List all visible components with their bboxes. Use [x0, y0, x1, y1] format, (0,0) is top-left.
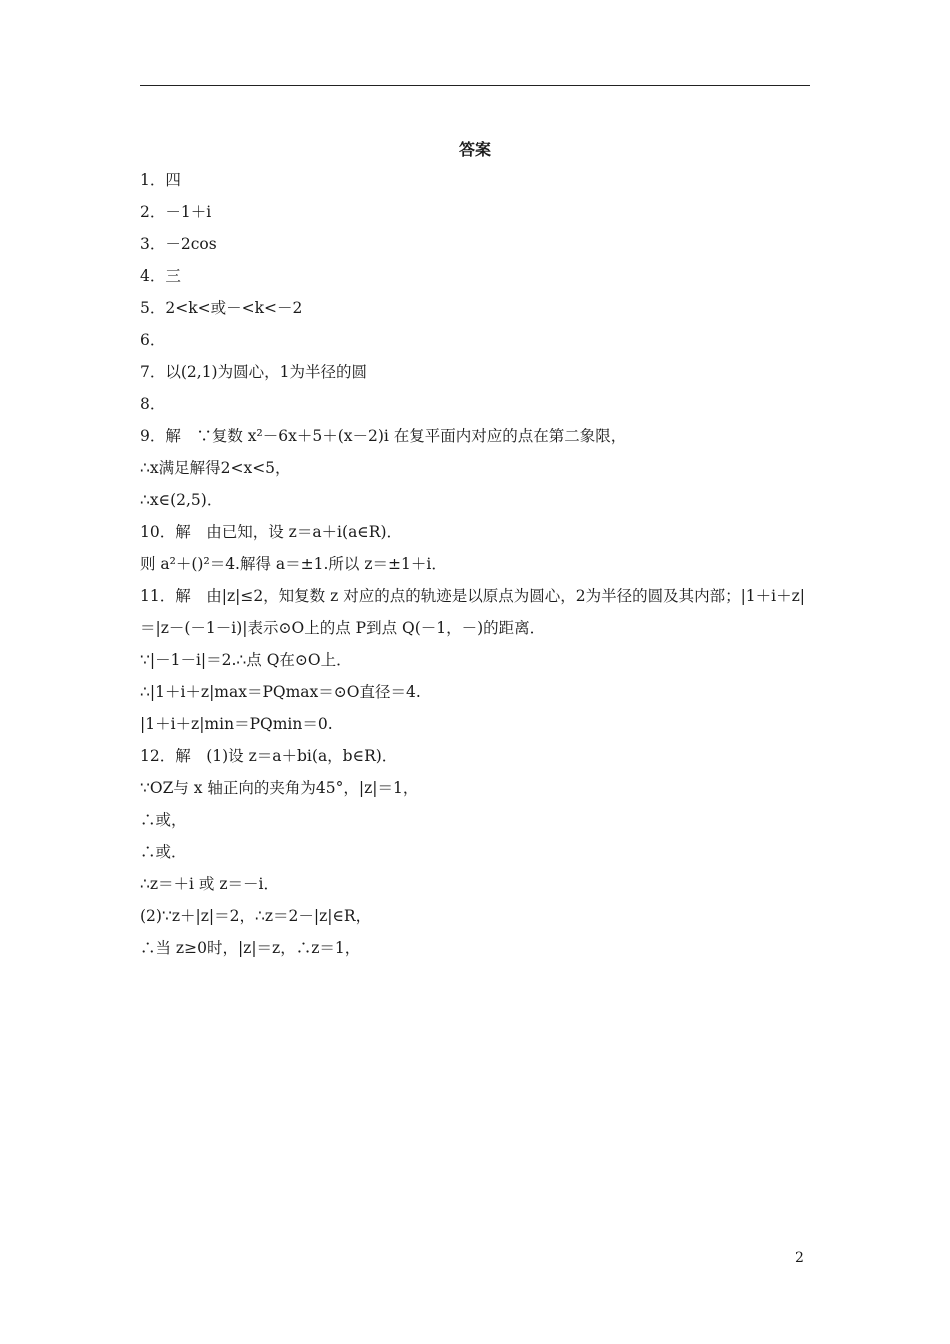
answer-line: |1＋i＋z|min＝PQmin＝0.: [140, 715, 333, 733]
answer-line: ∴或，: [140, 811, 187, 829]
answer-line: (2)∵z＋|z|＝2，∴z＝2－|z|∈R，: [140, 907, 372, 925]
answer-line: ∴当 z≥0时，|z|＝z，∴z＝1，: [140, 939, 361, 957]
answer-line: 8．: [140, 395, 166, 413]
answer-line: 3．－2cos: [140, 235, 217, 253]
answer-line: ∴或．: [140, 843, 187, 861]
answer-line: ∴z＝＋i 或 z＝－i．: [140, 875, 279, 893]
answer-line: 7．以(2,1)为圆心，1为半径的圆: [140, 363, 367, 381]
answer-line: ∴x满足解得2<x<5，: [140, 459, 291, 477]
answer-line: 1．四: [140, 171, 181, 189]
page-number: 2: [795, 1250, 804, 1266]
header-rule: [140, 85, 810, 86]
answer-line: 则 a²＋()²＝4.解得 a＝±1.所以 z＝±1＋i．: [140, 555, 447, 573]
answer-line: 10．解 由已知，设 z＝a＋i(a∈R)．: [140, 523, 402, 541]
answer-line: 6．: [140, 331, 166, 349]
answer-line: 9．解 ∵复数 x²－6x＋5＋(x－2)i 在复平面内对应的点在第二象限，: [140, 427, 627, 445]
page-title: 答案: [458, 140, 491, 159]
answer-line: ∵|－1－i|＝2.∴点 Q在⊙O上．: [140, 651, 352, 669]
answer-line: 4．三: [140, 267, 181, 285]
answer-line: ∴|1＋i＋z|max＝PQmax＝⊙O直径＝4.: [140, 683, 421, 701]
answer-body: [140, 170, 812, 970]
answer-line: 11．解 由|z|≤2，知复数 z 对应的点的轨迹是以原点为圆心，2为半径的圆及其内部；|1＋i＋z|＝|z－(－1－i)|表示⊙O上的点 P到点 Q(－1，－)的距离．: [140, 587, 805, 637]
answer-line: ∵OZ与 x 轴正向的夹角为45°，|z|＝1，: [140, 779, 419, 797]
answer-line: ∴x∈(2,5)．: [140, 491, 223, 509]
answer-line: 2．－1＋i: [140, 203, 212, 221]
answer-line: 5．2<k<或－<k<－2: [140, 299, 303, 317]
answer-line: 12．解 (1)设 z＝a＋bi(a，b∈R)．: [140, 747, 398, 765]
